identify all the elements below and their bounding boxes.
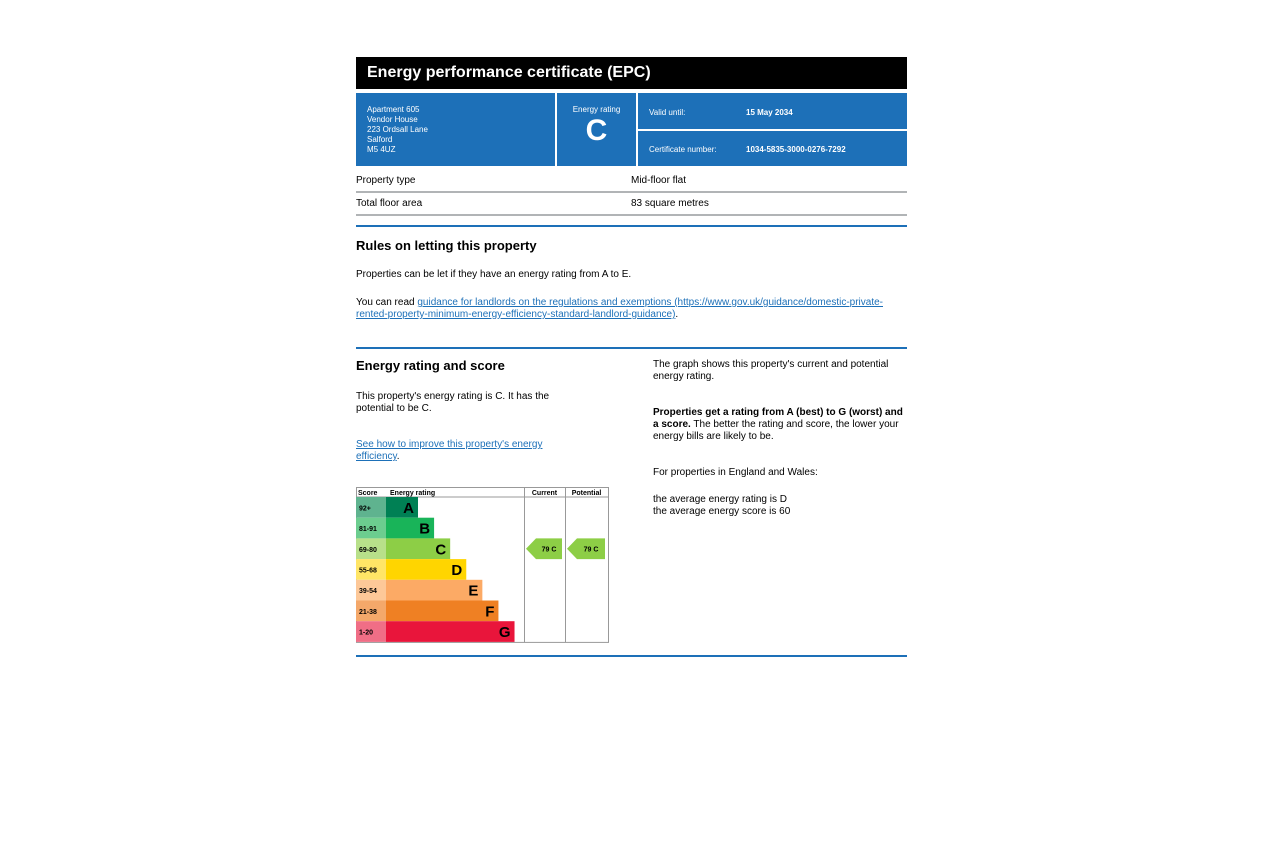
rules-guidance-para — [356, 297, 896, 321]
energy-rating-label: Energy rating — [572, 105, 621, 114]
address-line: Salford — [367, 135, 393, 144]
bottom-rule — [356, 655, 907, 657]
band-bar-g — [386, 621, 515, 642]
band-letter-d: D — [451, 561, 463, 579]
band-range-f: 21-38 — [359, 608, 377, 616]
band-letter-b: B — [419, 520, 431, 538]
certificate-number-box — [638, 131, 907, 166]
floor-area-value: 83 square metres — [631, 198, 709, 209]
rules-para: Properties can be let if they have an energy rating from A to E. — [356, 269, 632, 280]
summary-row — [356, 93, 907, 166]
header-current: Current — [531, 490, 558, 497]
valid-until-value: 15 May 2034 — [746, 108, 793, 117]
band-range-a: 92+ — [359, 505, 371, 513]
property-type-value: Mid-floor flat — [631, 175, 687, 186]
valid-until-label: Valid until: — [649, 108, 686, 117]
certificate-number-value: 1034-5835-3000-0276-7292 — [746, 145, 846, 154]
band-range-g: 1-20 — [359, 629, 374, 637]
property-type-row — [356, 170, 907, 193]
rating-explanation-bold: Properties get a rating from A (best) to G (worst) and a score. — [653, 407, 903, 430]
band-range-c: 69-80 — [359, 546, 377, 554]
header-potential: Potential — [571, 490, 602, 497]
property-type-label: Property type — [356, 175, 416, 186]
band-letter-g: G — [498, 624, 511, 642]
score-heading: Energy rating and score — [356, 358, 505, 373]
header-score: Score — [358, 490, 378, 497]
potential-score-label: 79 C — [583, 546, 599, 554]
address-line: Vendor House — [367, 115, 418, 124]
guidance-suffix: . — [675, 309, 679, 320]
rules-heading: Rules on letting this property — [356, 238, 537, 253]
band-bar-f — [386, 601, 498, 622]
guidance-link[interactable]: guidance for landlords on the regulations and exemptions (https://www.gov.uk/guidance/domestic-private-rented-property-minimum-energy-efficiency-standard-landlord-guidance) — [356, 297, 883, 320]
improve-link[interactable]: See how to improve this property's energy efficiency — [356, 439, 543, 462]
average-score: the average energy score is 60 — [653, 506, 791, 517]
certificate-number-label: Certificate number: — [649, 145, 717, 154]
england-wales-label: For properties in England and Wales: — [653, 467, 818, 478]
current-score-label: 79 C — [541, 546, 557, 554]
address-line: 223 Ordsall Lane — [367, 125, 428, 134]
graph-explanation: The graph shows this property's current and potential energy rating. — [653, 359, 889, 382]
property-table — [356, 170, 907, 216]
address-line: Apartment 605 — [367, 105, 420, 114]
band-letter-e: E — [468, 582, 479, 600]
band-range-d: 55-68 — [359, 567, 377, 575]
improve-suffix: . — [396, 451, 400, 462]
rating-explanation-rest: The better the rating and score, the lower your energy bills are likely to be. — [653, 419, 899, 442]
band-letter-f: F — [485, 603, 495, 621]
guidance-prefix: You can read — [356, 297, 418, 308]
floor-area-label: Total floor area — [356, 198, 423, 209]
address-block — [356, 93, 555, 166]
band-range-b: 81-91 — [359, 526, 377, 534]
header-energy-rating: Energy rating — [390, 490, 436, 497]
rules-section — [356, 225, 907, 347]
average-rating: the average energy rating is D — [653, 494, 787, 505]
floor-area-row — [356, 193, 907, 216]
score-section — [356, 347, 907, 655]
score-para: This property's energy rating is C. It has the potential to be C. — [356, 391, 550, 414]
epc-document — [356, 57, 907, 657]
band-letter-a: A — [403, 499, 414, 517]
side-notes — [653, 359, 907, 518]
valid-until-box — [638, 93, 907, 129]
rating-explanation — [653, 407, 907, 443]
band-range-e: 39-54 — [359, 588, 377, 596]
energy-rating-box — [557, 93, 636, 166]
energy-rating-chart — [356, 487, 610, 643]
page-title: Energy performance certificate (EPC) — [356, 57, 907, 89]
band-letter-c: C — [435, 541, 447, 559]
improve-para — [356, 439, 581, 463]
address-postcode: M5 4UZ — [367, 145, 396, 154]
energy-rating-value: C — [585, 114, 608, 147]
